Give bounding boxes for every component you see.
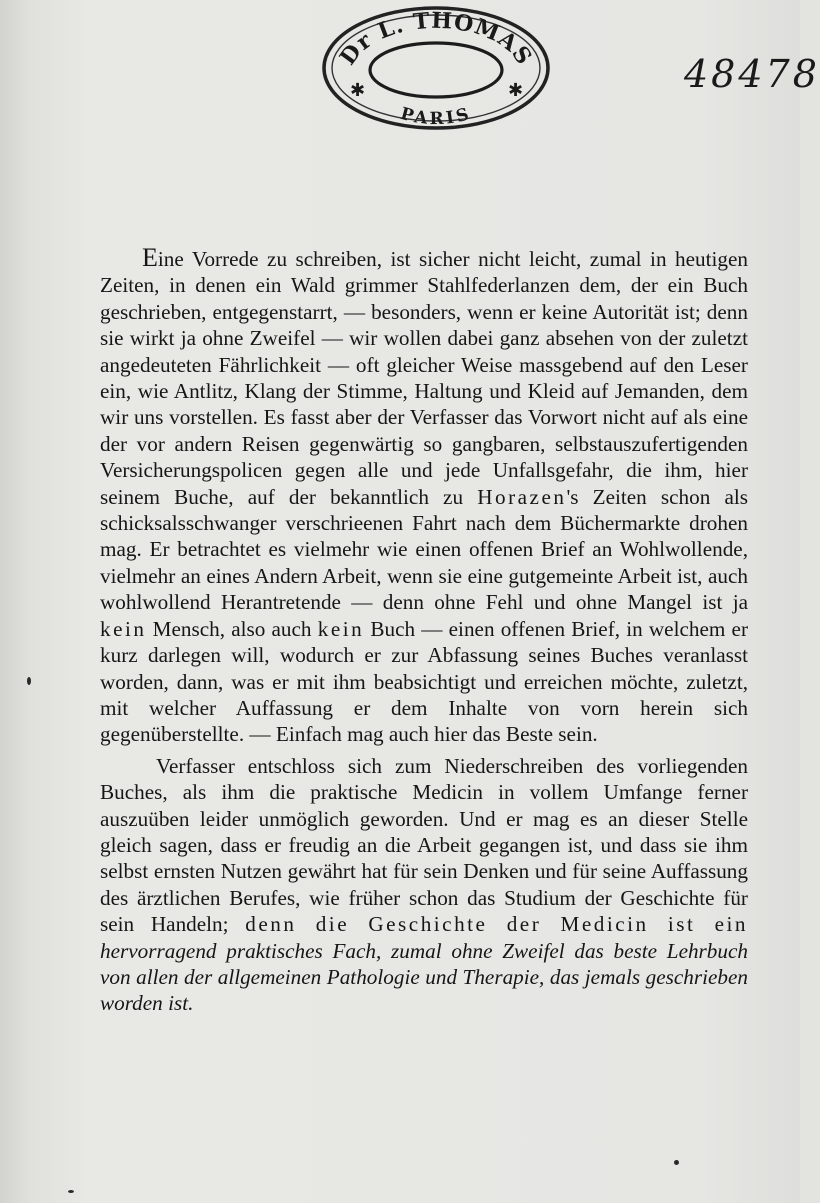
catalog-number: 48478	[684, 52, 820, 96]
stamp-top-text: Dr L. THOMAS	[334, 7, 538, 71]
svg-text:✱: ✱	[508, 80, 524, 101]
stamp-bottom-text: PARIS	[398, 103, 474, 130]
text-run: Verfasser entschloss sich zum Niederschreiben des vorliegenden Buches, als ihm die praktische Medicin in vollem Umfange ferner auszuüben leider unmöglich geworden. Und er mag es an dieser Stelle gleich sagen, dass er freudig an die Arbeit gegangen ist, und dass sie ihm selbst ernsten Nutzen gewährt hat für sein Denken und für seine Auffassung des ärztlichen Berufes, wie früher schon das Studium der Geschichte für sein Handeln;	[100, 753, 748, 937]
preface-text	[100, 245, 748, 1017]
spaced-text: denn die Geschichte der Medicin ist ein	[245, 912, 748, 937]
text-run: 's Zeiten schon als schicksalsschwanger verschrieenen Fahrt nach dem Büchermarkte drohen mag. Er betrachtet es vielmehr wie einen offenen Brief an Wohlwollende, vielmehr an eines Andern Arbeit, wenn sie eine gutgemeinte Arbeit ist, auch wohlwollend Herantretende — denn ohne Fehl und ohne Mangel ist ja	[100, 484, 748, 615]
drop-cap: E	[142, 243, 158, 272]
paragraph-2	[100, 753, 748, 1017]
italic-text: hervorragend praktisches Fach, zumal ohne Zweifel das beste Lehrbuch von allen der allgemeinen Pathologie und Therapie, das jemals geschrieben worden ist.	[100, 938, 748, 1016]
text-run: ine Vorrede zu schreiben, ist sicher nicht leicht, zumal in heutigen Zeiten, in denen ein Wald grimmer Stahlfederlanzen dem, der ein Buch geschrieben, entgegenstarrt, — besonders, wenn er keine Autorität ist; denn sie wirkt ja ohne Zweifel — wir wollen dabei ganz absehen von der zuletzt angedeuteten Fährlichkeit — oft gleicher Weise massgebend auf den Leser ein, wie Antlitz, Klang der Stimme, Haltung und Kleid auf Jemanden, dem wir uns vorstellen. Es fasst aber der Verfasser das Vorwort nicht auf als eine der vor andern Reisen gegenwärtig so gangbaren, selbstauszufertigenden Versicherungspolicen gegen alle und jede Unfallsgefahr, die ihm, hier seinem Buche, auf der bekanntlich zu	[100, 247, 748, 509]
spaced-text: kein	[317, 616, 365, 641]
ink-speck	[674, 1160, 679, 1165]
svg-text:✱: ✱	[350, 80, 366, 101]
library-stamp	[320, 4, 552, 132]
spaced-text: Horazen	[477, 484, 567, 509]
paragraph-1	[100, 245, 748, 748]
text-run: Buch — einen offenen Brief, in welchem er kurz darlegen will, wodurch er zur Abfassung seines Buches veranlasst worden, dann, was er mit ihm beabsichtigt und erreichen möchte, zuletzt, mit welcher Auffassung er dem Inhalte von vorn herein sich gegenüberstellte. — Einfach mag auch hier das Beste sein.	[100, 616, 748, 747]
ink-speck	[68, 1190, 74, 1193]
svg-text:Dr L. THOMAS	[335, 8, 537, 70]
svg-text:PARIS	[398, 104, 474, 129]
spaced-text: kein	[100, 616, 147, 641]
text-run: Mensch, also auch	[146, 616, 318, 641]
ink-speck	[27, 677, 31, 685]
